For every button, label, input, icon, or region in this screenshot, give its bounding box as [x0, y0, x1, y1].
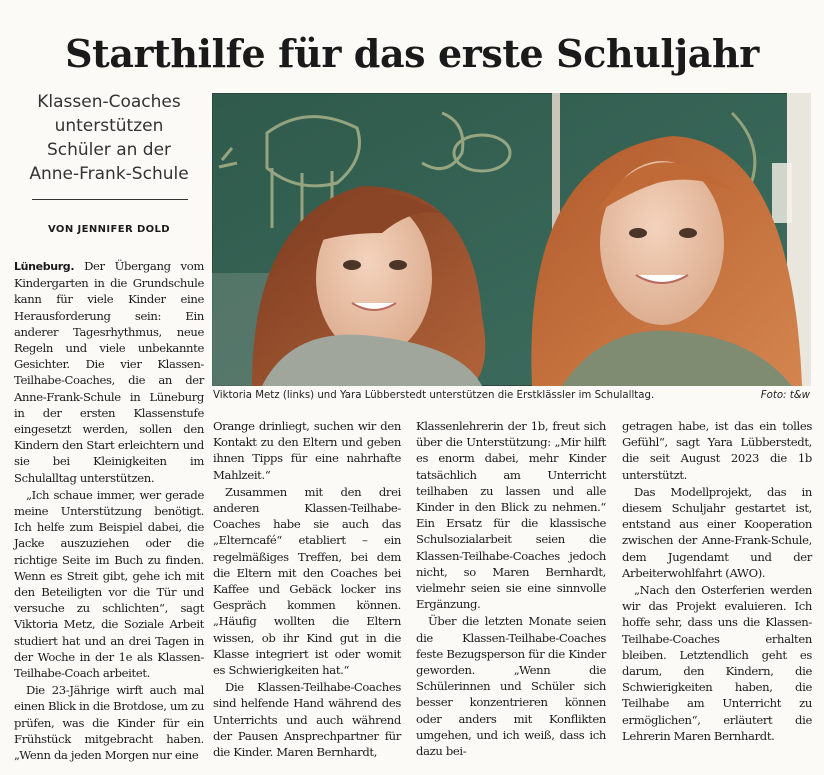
paragraph: „Ich schaue immer, wer gerade meine Unterstützung benötigt. Ich helfe zum Beispiel dabei, die Jacke auszuziehen oder die richtige Seite im Buch zu finden. Wenn es Streit gibt, gehe ich mit den Beteiligten vor die Tür und versuche zu schlichten“, sagt Viktoria Metz, die Soziale Arbeit studiert hat und an drei Tagen in der Woche in der 1e als Klassen-Teilhabe-Coach arbeitet. [14, 487, 204, 681]
caption-text: Viktoria Metz (links) und Yara Lübberstedt unterstützen die Erstklässler im Schulalltag. [213, 390, 655, 401]
subheadline [14, 90, 204, 186]
article-column-2 [213, 418, 401, 760]
subheadline-line: Schüler an der [46, 140, 172, 160]
paragraph: Die 23-Jährige wirft auch mal einen Blick in die Brotdose, um zu prüfen, was die Kinder für ein Frühstück mitgebracht haben. „Wenn da jeden Morgen nur eine [14, 683, 204, 763]
paragraph-text: Der Übergang vom Kindergarten in die Grundschule kann für viele Kinder eine Herausforderung sein: Ein anderer Tagesrhythmus, neue Regeln und viele unbekannte Gesichter. Die vier Klassen-Teilhabe-Coaches, die an der Anne-Frank-Schule in Lüneburg in der ersten Klassenstufe eingesetzt werden, sollen den Kindern den Start erleichtern und sie bei Kleinigkeiten im Schulalltag unterstützen. [14, 259, 205, 485]
photo-caption [213, 389, 812, 405]
paragraph: Über die letzten Monate seien die Klassen-Teilhabe-Coaches feste Bezugsperson für die Kinder geworden. „Wenn die Schülerinnen und Schüler sich besser konzentrieren können oder anders mit Konflikten umgehen, und ich weiß, dass ich dazu bei- [416, 614, 606, 759]
subheadline-line: Klassen-Coaches [37, 92, 181, 112]
byline-divider [32, 199, 188, 200]
dateline: Lüneburg. [14, 260, 75, 273]
photo-credit: Foto: t&w [760, 390, 810, 401]
paragraph: Das Modellprojekt, das in diesem Schuljahr gestartet ist, entstand aus einer Kooperation zwischen der Anne-Frank-Schule, dem Jugendamt und der Arbeiterwohlfahrt (AWO). [622, 484, 812, 580]
headline: Starthilfe für das erste Schuljahr [65, 31, 759, 77]
paragraph: „Nach den Osterferien werden wir das Projekt evaluieren. Ich hoffe sehr, dass uns die Klassen-Teilhabe-Coaches erhalten bleiben. Letztendlich geht es darum, den Kindern, die Schwierigkeiten haben, die Teilhabe am Unterricht zu ermöglichen“, erläutert die Lehrerin Maren Bernhardt. [622, 583, 812, 743]
article-column-1 [14, 258, 204, 763]
paragraph: getragen habe, ist das ein tolles Gefühl“, sagt Yara Lübberstedt, die seit August 2023 die 1b unterstützt. [622, 419, 812, 482]
paragraph [14, 258, 204, 486]
photo-illustration [212, 93, 811, 386]
article-column-4 [622, 418, 812, 744]
paragraph: Orange drinliegt, suchen wir den Kontakt zu den Eltern und geben ihnen Tipps für eine nahrhafte Mahlzeit.“ [213, 419, 401, 482]
article-column-3 [416, 418, 606, 759]
subheadline-line: Anne-Frank-Schule [29, 164, 189, 184]
paragraph: Klassenlehrerin der 1b, freut sich über die Unterstützung: „Mir hilft es enorm dabei, mehr Kinder tatsächlich am Unterricht teilhaben zu lassen und alle Kinder in den Blick zu nehmen.“ Ein Ersatz für die klassische Schulsozialarbeit seien die Klassen-Teilhabe-Coaches jedoch nicht, so Maren Bernhardt, vielmehr seien sie eine sinnvolle Ergänzung. [416, 419, 606, 612]
byline: VON JENNIFER DOLD [47, 224, 171, 235]
article-photo [212, 93, 811, 386]
subheadline-line: unterstützen [54, 116, 164, 136]
paragraph: Zusammen mit den drei anderen Klassen-Teilhabe-Coaches habe sie auch das „Elterncafé“ etabliert – ein regelmäßiges Treffen, bei dem die Eltern mit den Coaches bei Kaffee und Gebäck locker ins Gespräch kommen können. „Häufig wollten die Eltern wissen, ob ihr Kind gut in die Klasse integriert ist oder womit es Schwierigkeiten hat.“ [213, 484, 401, 678]
paragraph: Die Klassen-Teilhabe-Coaches sind helfende Hand während des Unterrichts und auch während der Pausen Ansprechpartner für die Kinder. Maren Bernhardt, [213, 680, 401, 760]
